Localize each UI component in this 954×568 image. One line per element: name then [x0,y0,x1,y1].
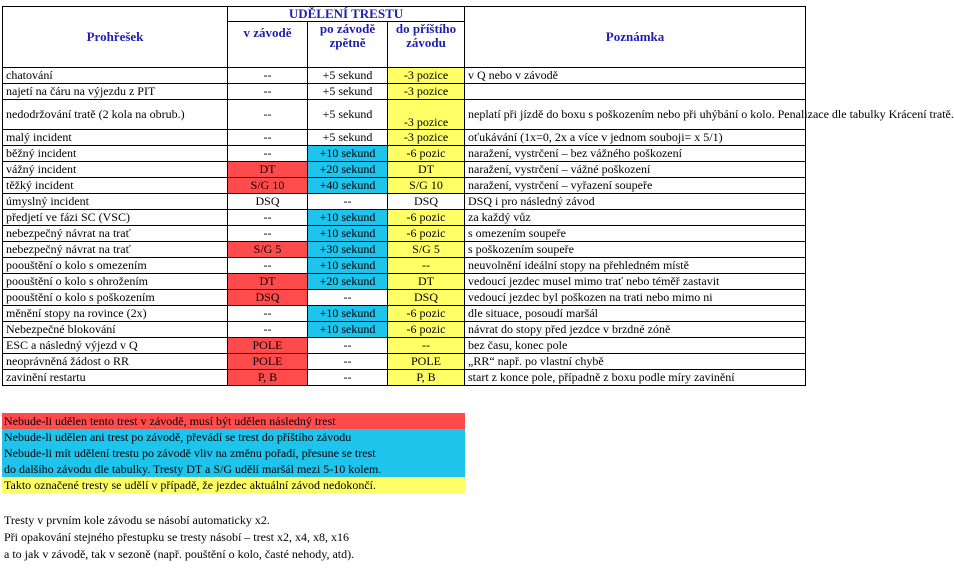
after-race-cell: +5 sekund [308,100,388,130]
offence-cell: předjetí ve fázi SC (VSC) [3,210,228,226]
after-race-cell: +10 sekund [308,146,388,162]
offence-cell: nebezpečný návrat na trať [3,242,228,258]
note-cell: oťukávání (1x=0, 2x a více v jednom souboji= x 5/1) [465,130,806,146]
note-cell: DSQ i pro následný závod [465,194,806,210]
after-race-cell: +10 sekund [308,210,388,226]
after-race-cell: +20 sekund [308,162,388,178]
after-race-cell: -- [308,338,388,354]
after-race-cell: +10 sekund [308,322,388,338]
table-row [3,242,806,258]
offence-cell: vážný incident [3,162,228,178]
offence-cell: běžný incident [3,146,228,162]
offence-cell: zavinění restartu [3,370,228,386]
table-row [3,290,806,306]
in-race-cell: S/G 10 [228,178,308,194]
table-row [3,68,806,84]
note-cell: bez času, konec pole [465,338,806,354]
table-row [3,226,806,242]
in-race-cell: POLE [228,338,308,354]
in-race-cell: -- [228,146,308,162]
in-race-cell: DT [228,274,308,290]
offence-cell: nebezpečný návrat na trať [3,226,228,242]
table-row [3,306,806,322]
note-cell: start z konce pole, případně z boxu podle míry zavinění [465,370,806,386]
note-cell: neplatí při jízdě do boxu s poškozením nebo při uhýbání o kolo. Penalizace dle tabulky Krácení tratě. [465,100,806,130]
after-race-cell: -- [308,354,388,370]
table-row [3,210,806,226]
note-cell: vedoucí jezdec musel mimo trať nebo téměř zastavit [465,274,806,290]
offence-cell: ESC a následný výjezd v Q [3,338,228,354]
offence-cell: poouštění o kolo s omezením [3,258,228,274]
offence-cell: poouštění o kolo s ohrožením [3,274,228,290]
legend-cyan [2,429,465,477]
after-race-cell: +20 sekund [308,274,388,290]
next-race-cell: -6 pozic [388,226,465,242]
offence-cell: těžký incident [3,178,228,194]
table-row [3,130,806,146]
after-race-cell: +10 sekund [308,226,388,242]
after-race-cell: +5 sekund [308,84,388,100]
offence-cell: malý incident [3,130,228,146]
after-race-cell: +40 sekund [308,178,388,194]
table-row [3,146,806,162]
in-race-cell: S/G 5 [228,242,308,258]
next-race-cell: S/G 5 [388,242,465,258]
after-race-cell: -- [308,290,388,306]
in-race-cell: -- [228,100,308,130]
after-race-cell: +10 sekund [308,258,388,274]
note-cell: naražení, vystrčení – bez vážného poškození [465,146,806,162]
next-race-cell: DT [388,274,465,290]
after-race-cell: +10 sekund [308,306,388,322]
in-race-cell: -- [228,258,308,274]
table-row [3,258,806,274]
next-race-cell: -6 pozic [388,146,465,162]
in-race-cell: DSQ [228,194,308,210]
note-cell: s omezením soupeře [465,226,806,242]
note-cell: vedoucí jezdec byl poškozen na trati nebo mimo ni [465,290,806,306]
offence-cell: Nebezpečné blokování [3,322,228,338]
next-race-cell: DSQ [388,194,465,210]
offence-cell: nedodržování tratě (2 kola na obrub.) [3,100,228,130]
legend-cyan-line: do dalšího závodu dle tabulky. Tresty DT a S/G udělí maršál mezi 5-10 kolem. [4,462,382,476]
in-race-cell: -- [228,84,308,100]
note-line: Při opakování stejného přestupku se tresty násobí – trest x2, x4, x8, x16 [4,530,349,544]
next-race-cell: -3 pozice [388,100,465,130]
note-cell [465,84,806,100]
in-race-cell: DT [228,162,308,178]
after-race-cell: +30 sekund [308,242,388,258]
after-race-cell: +5 sekund [308,130,388,146]
next-race-cell: POLE [388,354,465,370]
penalty-table [2,6,954,386]
legend-cyan-line: Nebude-li udělen ani trest po závodě, převádí se trest do příštího závodu [4,430,352,444]
table-row [3,322,806,338]
note-cell: za každý vůz [465,210,806,226]
after-race-cell: -- [308,194,388,210]
offence-cell: poouštění o kolo s poškozením [3,290,228,306]
offence-cell: najetí na čáru na výjezdu z PIT [3,84,228,100]
note-cell: s poškozením soupeře [465,242,806,258]
next-race-cell: DT [388,162,465,178]
offence-cell: měnění stopy na rovince (2x) [3,306,228,322]
table-row [3,274,806,290]
header-penalty-group: UDĚLENÍ TRESTU [228,7,465,22]
header-in-race: v závodě [228,22,308,68]
header-after-race: po závodě zpětně [308,22,388,68]
note-line: a to jak v závodě, tak v sezoně (např. pouštění o kolo, časté nehody, atd). [4,547,355,561]
note-line: Tresty v prvním kole závodu se násobí automaticky x2. [4,513,270,527]
in-race-cell: -- [228,226,308,242]
header-note: Poznámka [465,7,806,68]
table-row [3,194,806,210]
in-race-cell: -- [228,210,308,226]
table-row [3,338,806,354]
in-race-cell: P, B [228,370,308,386]
note-cell: naražení, vystrčení – vážné poškození [465,162,806,178]
in-race-cell: -- [228,306,308,322]
after-race-cell: -- [308,370,388,386]
table-row [3,178,806,194]
after-race-cell: +5 sekund [308,68,388,84]
next-race-cell: DSQ [388,290,465,306]
next-race-cell: -3 pozice [388,130,465,146]
note-cell: v Q nebo v závodě [465,68,806,84]
notes [4,512,354,563]
next-race-cell: P, B [388,370,465,386]
next-race-cell: -6 pozic [388,322,465,338]
next-race-cell: -- [388,258,465,274]
table-row [3,100,806,130]
table-row [3,370,806,386]
next-race-cell: -- [388,338,465,354]
legend-yellow: Takto označené tresty se udělí v případě, že jezdec aktuální závod nedokončí. [2,477,465,493]
note-cell: naražení, vystrčení – vyřazení soupeře [465,178,806,194]
table-row [3,354,806,370]
legend-cyan-line: Nebude-li mít udělení trestu po závodě vliv na změnu pořadí, přesune se trest [4,446,376,460]
header-offence: Prohřešek [3,7,228,68]
note-cell: „RR“ např. po vlastní chybě [465,354,806,370]
note-cell: dle situace, posoudí maršál [465,306,806,322]
offence-cell: neoprávněná žádost o RR [3,354,228,370]
table-row [3,84,806,100]
table-row [3,162,806,178]
offence-cell: chatování [3,68,228,84]
next-race-cell: -3 pozice [388,68,465,84]
offence-cell: úmyslný incident [3,194,228,210]
note-cell: návrat do stopy před jezdce v brzdné zóně [465,322,806,338]
in-race-cell: -- [228,130,308,146]
in-race-cell: -- [228,322,308,338]
color-legend [2,413,465,493]
in-race-cell: DSQ [228,290,308,306]
header-next-race: do příštího závodu [388,22,465,68]
next-race-cell: S/G 10 [388,178,465,194]
in-race-cell: -- [228,68,308,84]
next-race-cell: -6 pozic [388,306,465,322]
legend-red: Nebude-li udělen tento trest v závodě, musí být udělen následný trest [2,413,465,429]
next-race-cell: -3 pozice [388,84,465,100]
note-cell: neuvolnění ideální stopy na přehledném místě [465,258,806,274]
next-race-cell: -6 pozic [388,210,465,226]
in-race-cell: POLE [228,354,308,370]
